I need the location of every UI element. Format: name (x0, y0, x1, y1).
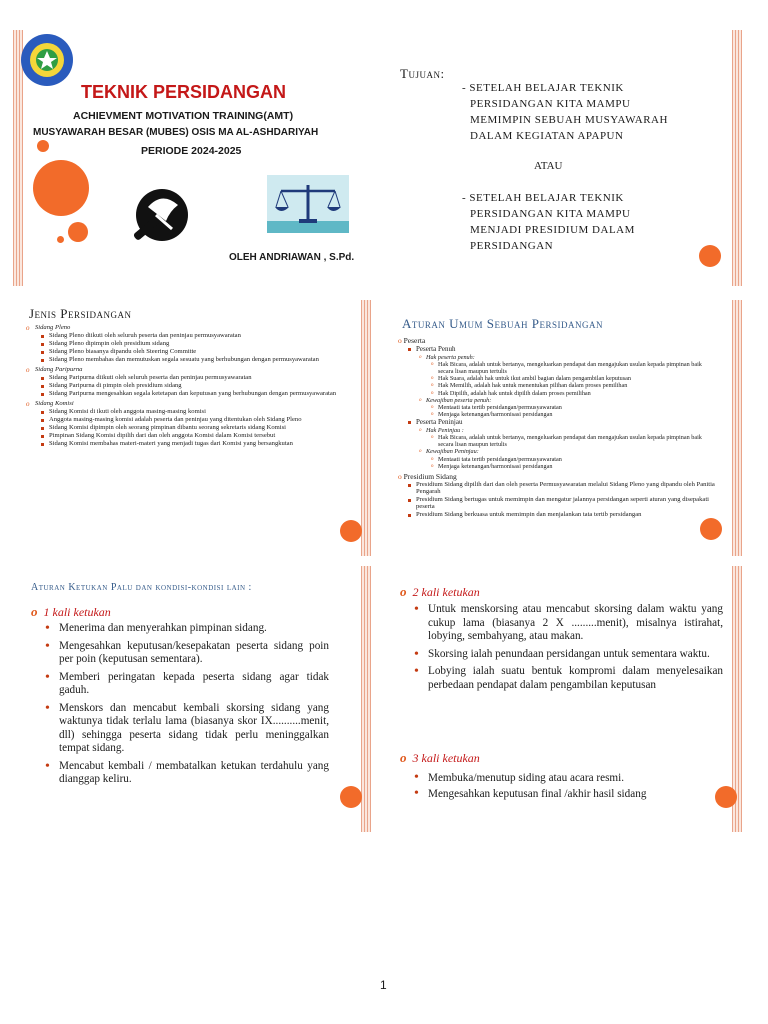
page-number: 1 (380, 978, 387, 992)
list-item: o Hak Memilih, adalah hak untuk menentukan pilihan dalam proses pemilihan (438, 382, 716, 389)
heading-label: 3 kali ketukan (412, 751, 480, 765)
list-item: o Hak Dipilih, adalah hak untuk dipilih dalam proses pemilihan (438, 390, 716, 397)
heading-label: 2 kali ketukan (412, 585, 480, 599)
list-item: • Menerima dan menyerahkan pimpinan sidang. (59, 622, 329, 636)
list-item: Pimpinan Sidang Komisi dipilih dari dan oleh anggota Komisi dalam Komisi tersebut (49, 432, 360, 440)
list-item: o Mentaati tata tertib persidangan/permusyawaratan (438, 404, 716, 411)
list-item: • Untuk menskorsing atau mencabut skorsing dalam waktu yang cukup lama (biasanya 2 X .........menit), misalnya istirahat, lobying, sembahyang, atau makan. (428, 603, 723, 644)
list-item: • Menskors dan mencabut kembali skorsing sidang yang waktunya tidak terlalu lama (biasanya skor IX..........menit, dll) sehingga peserta sidang tidak perlu meninggalkan tempat sidang. (59, 702, 329, 756)
list-item: Sidang Komisi di ikuti oleh anggota masing-masing komisi (49, 408, 360, 416)
subheading: o Kewajiban Peninjau: (426, 448, 716, 455)
decor-circle (33, 160, 89, 216)
peserta-label: Peserta (403, 336, 426, 345)
decor-circle (700, 518, 722, 540)
list-item: o Hak Bicara, adalah untuk bertanya, mengeluarkan pendapat dan mengajukan usulan kepada pimpinan baik secara lisan maupun tertulis (438, 434, 716, 448)
slide-6 (384, 566, 742, 832)
slide6-list-3 (428, 770, 728, 802)
justice-scales-icon (267, 175, 349, 233)
slide-1 (13, 30, 371, 286)
list-item: Presidium Sidang dipilih dari dan oleh peserta Permusyawaratan melalui Sidang Pleno yang dipandu oleh Panitia Pengarah (416, 481, 715, 496)
decor-circle (37, 140, 49, 152)
slide5-list (59, 622, 329, 787)
slide-5 (13, 566, 371, 832)
slide-stripes (732, 300, 742, 556)
slide4-content (398, 336, 716, 518)
text-line: - SETELAH BELAJAR TEKNIK (462, 192, 624, 204)
list-item: • Skorsing ialah penundaan persidangan untuk sementara waktu. (428, 648, 723, 662)
list-item: o Menjaga ketenangan/harmonisasi persidangan (438, 411, 716, 418)
list-item: • Mengesahkan keputusan/kesepakatan peserta sidang poin per poin (keputusan sementara). (59, 640, 329, 667)
slide3-title: Jenis Persidangan (29, 306, 132, 321)
list-item: Anggota masing-masing komisi adalah peserta dan peninjau yang ditentukan oleh Sidang Pleno (49, 416, 360, 424)
slide-3 (13, 300, 371, 556)
list-item: • Membuka/menutup siding atau acara resmi. (428, 770, 728, 786)
presidium-heading: o Presidium Sidang (398, 472, 457, 482)
list-item: Sidang Pleno diikuti oleh seluruh peserta dan peninjau permusyawaratan (49, 332, 360, 340)
list-item: Sidang Paripurna mengesahkan segala ketetapan dan keputusan yang berhubungan dengan permusyawaratan (49, 390, 360, 398)
slide2-para2 (462, 190, 635, 254)
subheading: o Hak Peninjau : (426, 427, 716, 434)
decor-circle (68, 222, 88, 242)
presidium-label: Presidium Sidang (403, 472, 457, 482)
list-item: o Hak Suara, adalah hak untuk ikut ambil bagian dalam pengambilan keputusan (438, 375, 716, 382)
list-item: Presidium Sidang bertugas untuk memimpin dan mengatur jalannya persidangan seperti aturan yang disepakati peserta (416, 496, 716, 511)
heading-label: 1 kali ketukan (43, 605, 111, 619)
slide2-label: Tujuan: (400, 66, 445, 81)
slide-4 (384, 300, 742, 556)
subheading: Peserta Peninjau (416, 418, 716, 427)
gavel-icon (126, 185, 194, 253)
subheading: Peserta Penuh (416, 345, 716, 354)
list-item: Sidang Paripurna di pimpin oleh presidium sidang (49, 382, 360, 390)
text-line: PERSIDANGAN (470, 240, 554, 252)
decor-circle (715, 786, 737, 808)
list-item: o Menjaga ketenangan/harmonisasi persidangan (438, 463, 716, 470)
slide-stripes (361, 566, 371, 832)
slide6-heading-2: o 2 kali ketukan (400, 584, 480, 599)
list-item: Sidang Komisi dipimpin oleh seorang pimpinan dibantu seorang sekretaris sidang Komisi (49, 424, 360, 432)
slide6-heading-3: o 3 kali ketukan (400, 750, 480, 765)
list-item: Sidang Pleno dipimpin oleh presidium sidang (49, 340, 360, 348)
list-item: o Mentaati tata tertib persidangan/permusyawaratan (438, 456, 716, 463)
text-line: MENJADI PRESIDIUM DALAM (470, 224, 635, 236)
slide-2 (384, 30, 742, 286)
slide1-author: OLEH ANDRIAWAN , S.Pd. (229, 252, 355, 263)
text-line: PERSIDANGAN KITA MAMPU (470, 98, 631, 110)
slide6-list-2 (428, 603, 723, 692)
list-item: • Lobying ialah suatu bentuk kompromi dalam menyelesaikan perbedaan pendapat dalam pengambilan keputusan (428, 665, 723, 692)
list-item: Sidang Komisi membahas materi-materi yang menjadi tugas dari Komisi yang bersangkutan (49, 440, 360, 448)
list-item: o Hak Bicara, adalah untuk bertanya, mengeluarkan pendapat dan mengajukan usulan kepada pimpinan baik secara lisan maupun tertulis (438, 361, 716, 375)
slide-stripes (361, 300, 371, 556)
list-item: Sidang Pleno membahas dan memutuskan segala sesuatu yang berhubungan dengan permusyawaratan (49, 356, 360, 364)
text-line: - SETELAH BELAJAR TEKNIK (462, 82, 624, 94)
slide2-para1 (462, 80, 668, 144)
list-item: • Memberi peringatan kepada peserta sidang agar tidak gaduh. (59, 671, 329, 698)
decor-circle (57, 236, 64, 243)
decor-circle (340, 520, 362, 542)
slide-stripes (732, 30, 742, 286)
slide5-title: Aturan Ketukan Palu dan kondisi-kondisi lain : (31, 582, 252, 593)
list-item: Sidang Paripurna diikuti oleh seluruh peserta dan peninjau permusyawaratan (49, 374, 360, 382)
section-heading: o Sidang Komisi (35, 400, 360, 408)
slide1-line1: ACHIEVMENT MOTIVATION TRAINING(AMT) (73, 110, 294, 122)
subheading: o Hak peserta penuh: (426, 354, 716, 361)
slide1-line2: MUSYAWARAH BESAR (MUBES) OSIS MA AL-ASHDARIYAH (33, 127, 319, 138)
list-item: • Mencabut kembali / membatalkan ketukan terdahulu yang dianggap keliru. (59, 760, 329, 787)
peserta-heading: o Peserta (398, 336, 426, 345)
subheading: o Kewajiban peserta penuh: (426, 397, 716, 404)
text-line: PERSIDANGAN KITA MAMPU (470, 208, 631, 220)
slide4-title: Aturan Umum Sebuah Persidangan (402, 316, 603, 331)
slide3-content (35, 324, 360, 448)
section-heading: o Sidang Pleno (35, 324, 360, 332)
slide1-line3: PERIODE 2024-2025 (141, 145, 242, 157)
list-item: Sidang Pleno biasanya dipandu oleh Steering Committe (49, 348, 360, 356)
list-item: Presidium Sidang berkuasa untuk memimpin dan menjalankan tata tertib persidangan (416, 511, 716, 518)
section-heading: o Sidang Paripurna (35, 366, 360, 374)
list-item: • Mengesahkan keputusan final /akhir hasil sidang (428, 786, 728, 802)
school-logo (19, 32, 75, 88)
slide5-heading: o 1 kali ketukan (31, 604, 111, 619)
slide1-title: TEKNIK PERSIDANGAN (81, 82, 287, 102)
slide2-or: ATAU (534, 160, 563, 172)
decor-circle (699, 245, 721, 267)
text-line: MEMIMPIN SEBUAH MUSYAWARAH (470, 114, 668, 126)
decor-circle (340, 786, 362, 808)
text-line: DALAM KEGIATAN APAPUN (470, 130, 624, 142)
